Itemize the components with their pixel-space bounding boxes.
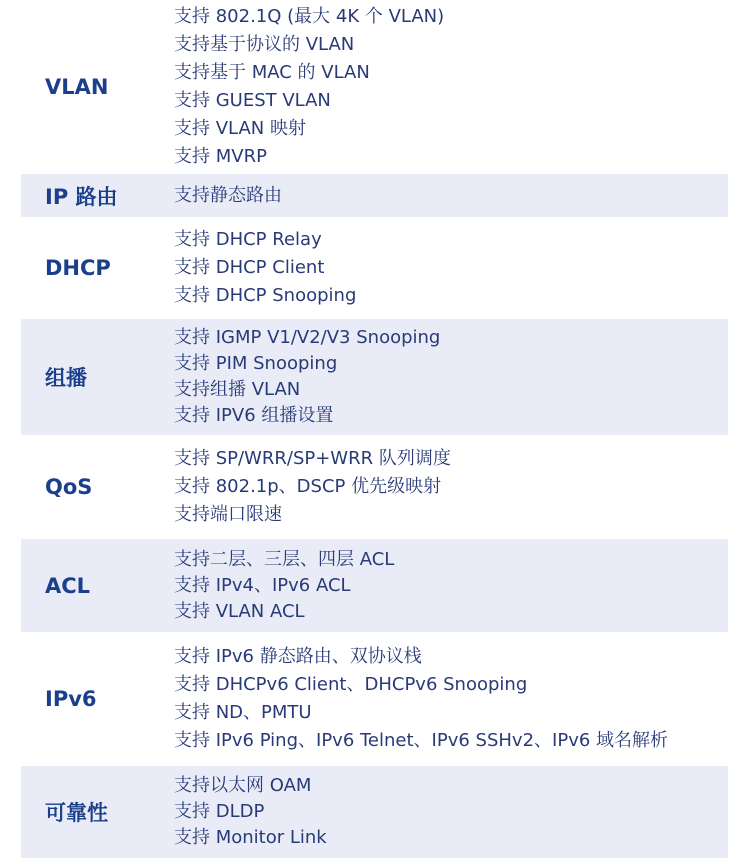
feature-item: 支持 IPV6 组播设置 bbox=[174, 405, 334, 426]
feature-item: 支持 DHCP Snooping bbox=[174, 285, 357, 306]
feature-list bbox=[174, 445, 728, 529]
feature-item: 支持 DLDP bbox=[174, 801, 265, 822]
spec-table bbox=[21, 0, 728, 858]
feature-list bbox=[174, 325, 728, 429]
feature-list bbox=[174, 643, 728, 755]
spec-row-multicast bbox=[21, 319, 728, 435]
feature-item: 支持 PIM Snooping bbox=[174, 353, 338, 374]
feature-item: 支持 SP/WRR/SP+WRR 队列调度 bbox=[174, 448, 451, 469]
feature-item: 支持 Monitor Link bbox=[174, 827, 327, 848]
spec-row-reliability bbox=[21, 766, 728, 858]
feature-item: 支持 DHCP Client bbox=[174, 257, 325, 278]
feature-list bbox=[174, 182, 728, 210]
spec-row-qos bbox=[21, 435, 728, 539]
category-label: ACL bbox=[45, 573, 91, 598]
feature-list bbox=[174, 773, 728, 851]
feature-item: 支持静态路由 bbox=[174, 184, 282, 206]
feature-item: 支持以太网 OAM bbox=[174, 775, 312, 796]
feature-item: 支持 VLAN ACL bbox=[174, 600, 305, 622]
spec-row-dhcp bbox=[21, 217, 728, 319]
feature-item: 支持 GUEST VLAN bbox=[174, 90, 331, 111]
feature-item: 支持基于 MAC 的 VLAN bbox=[174, 62, 370, 83]
feature-item: 支持基于协议的 VLAN bbox=[174, 34, 355, 55]
category-label: VLAN bbox=[45, 75, 109, 99]
feature-item: 支持 IPv6 静态路由、双协议栈 bbox=[174, 646, 422, 667]
feature-list bbox=[174, 3, 728, 171]
feature-item: 支持 DHCPv6 Client、DHCPv6 Snooping bbox=[174, 674, 528, 695]
feature-item: 支持 IPv4、IPv6 ACL bbox=[174, 574, 351, 596]
feature-item: 支持 IGMP V1/V2/V3 Snooping bbox=[174, 327, 441, 348]
feature-item: 支持端口限速 bbox=[174, 504, 282, 525]
feature-item: 支持 IPv6 Ping、IPv6 Telnet、IPv6 SSHv2、IPv6 域名解析 bbox=[174, 730, 669, 751]
feature-list bbox=[174, 226, 728, 310]
feature-item: 支持 DHCP Relay bbox=[174, 229, 322, 250]
feature-list bbox=[174, 547, 728, 625]
category-label: 可靠性 bbox=[45, 801, 108, 825]
spec-row-vlan bbox=[21, 0, 728, 174]
spec-row-ipv6 bbox=[21, 632, 728, 766]
feature-item: 支持 VLAN 映射 bbox=[174, 118, 306, 139]
feature-item: 支持 ND、PMTU bbox=[174, 702, 312, 723]
feature-item: 支持 802.1p、DSCP 优先级映射 bbox=[174, 476, 442, 497]
category-label: DHCP bbox=[45, 256, 111, 280]
spec-row-acl bbox=[21, 539, 728, 632]
feature-item: 支持组播 VLAN bbox=[174, 379, 301, 400]
category-label: IP 路由 bbox=[45, 184, 118, 209]
category-label: 组播 bbox=[45, 366, 87, 390]
category-label: IPv6 bbox=[45, 687, 97, 711]
category-label: QoS bbox=[45, 475, 93, 499]
feature-item: 支持 MVRP bbox=[174, 146, 267, 167]
feature-item: 支持二层、三层、四层 ACL bbox=[174, 548, 395, 570]
feature-item: 支持 802.1Q (最大 4K 个 VLAN) bbox=[174, 6, 445, 27]
spec-row-ip-routing bbox=[21, 174, 728, 217]
